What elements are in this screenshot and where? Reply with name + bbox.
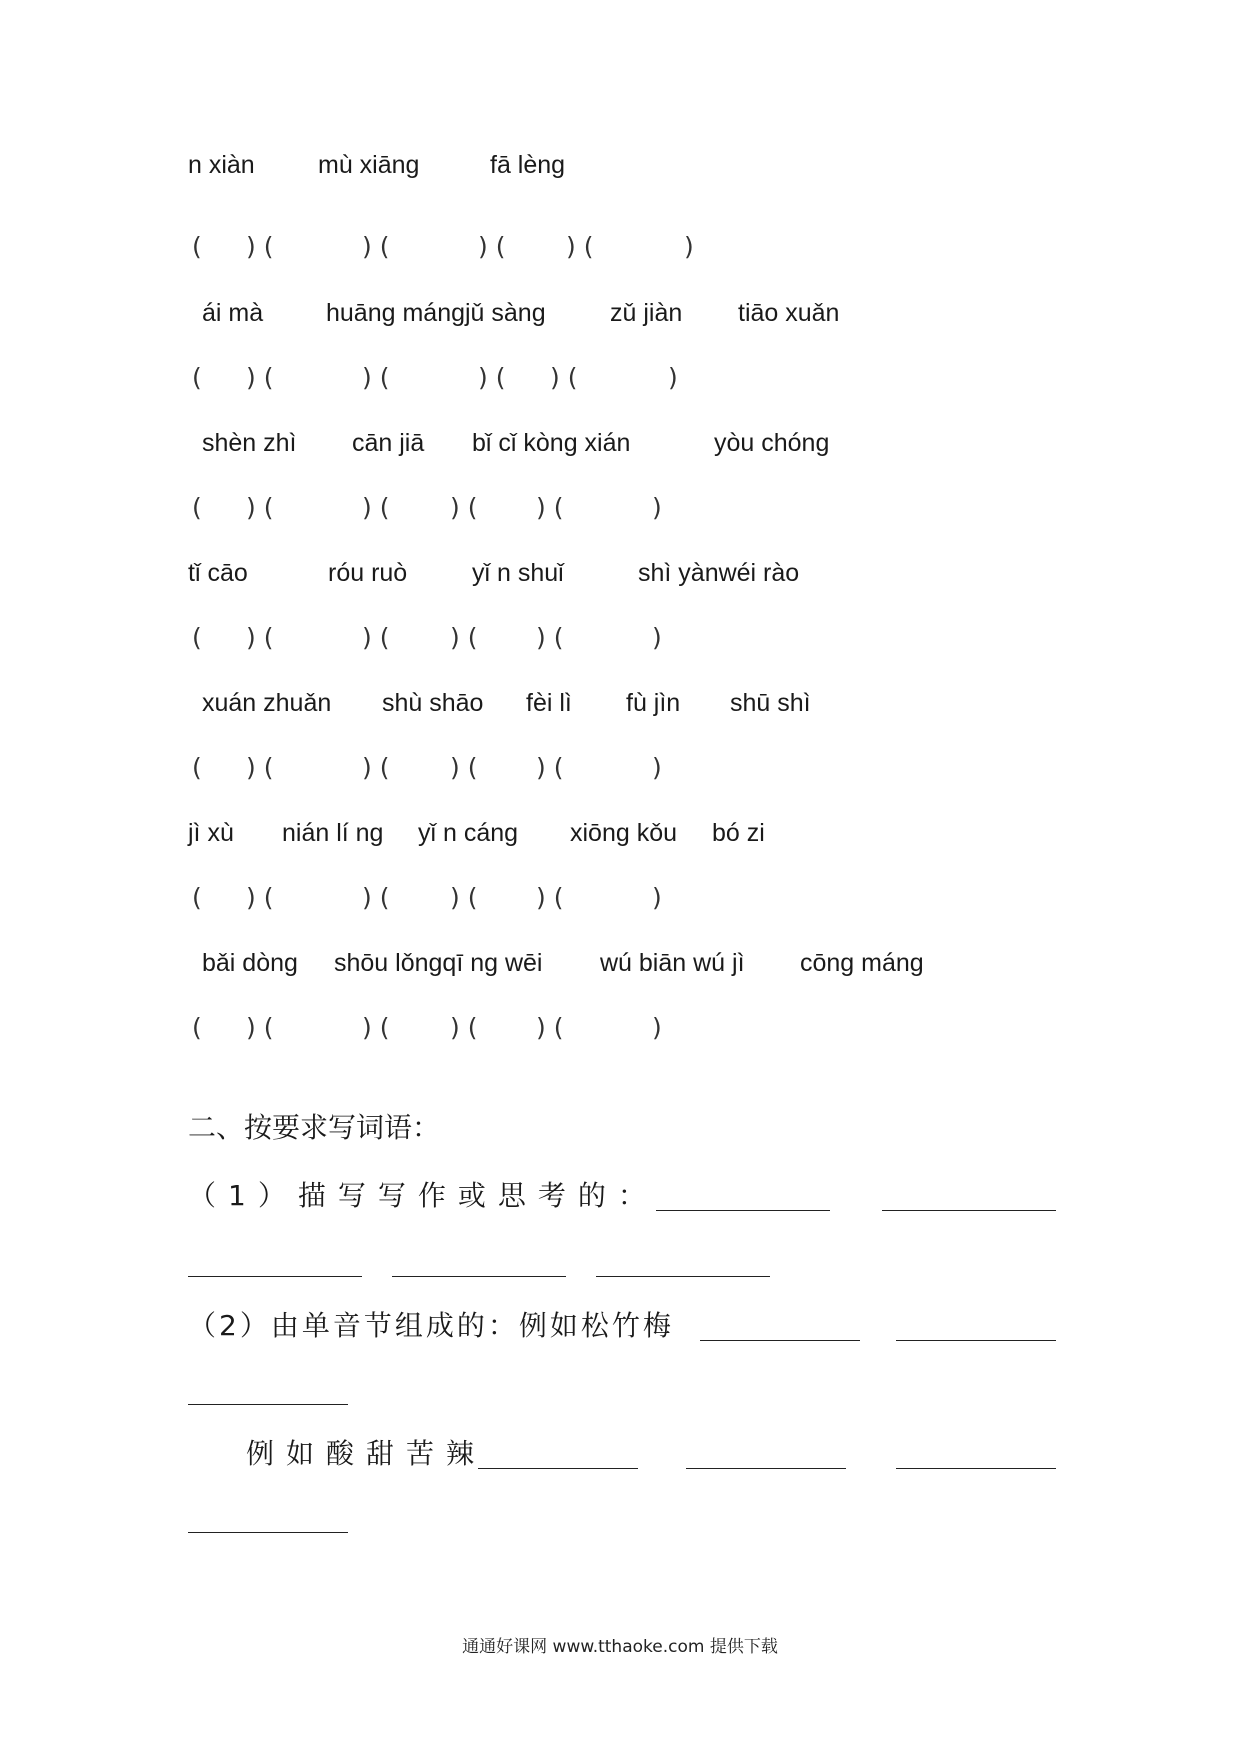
pinyin-word: mù xiāng: [318, 151, 420, 179]
pinyin-word: jì xù: [188, 819, 234, 847]
close-open-paren: ) (: [362, 753, 390, 782]
answer-paren-row-1: [0, 232, 1240, 282]
item-2b-label: 例如酸甜苦辣: [246, 1437, 487, 1470]
item-1-label: （1）描写写作或思考的：: [188, 1179, 658, 1212]
open-paren: (: [192, 753, 202, 782]
pinyin-word: huāng mángjǔ sàng: [326, 299, 546, 327]
answer-blank[interactable]: [656, 1210, 830, 1211]
open-paren: (: [192, 493, 202, 522]
answer-blank[interactable]: [686, 1468, 846, 1469]
pinyin-row-5: [0, 688, 1240, 738]
pinyin-word: bǎi dòng: [202, 949, 298, 977]
close-paren: ): [684, 232, 694, 261]
close-open-paren: ) (: [550, 363, 578, 392]
close-open-paren: ) (: [450, 493, 478, 522]
close-open-paren: ) (: [450, 623, 478, 652]
pinyin-word: yǐ n shuǐ: [472, 559, 564, 587]
close-paren: ): [668, 363, 678, 392]
answer-blank[interactable]: [392, 1276, 566, 1277]
close-open-paren: ) (: [362, 1013, 390, 1042]
answer-paren-row-5: [0, 753, 1240, 803]
close-open-paren: ) (: [536, 753, 564, 782]
page-footer: 通通好课网 www.tthaoke.com 提供下载: [462, 1637, 778, 1657]
open-paren: (: [192, 623, 202, 652]
close-open-paren: ) (: [450, 753, 478, 782]
pinyin-word: bó zi: [712, 819, 765, 847]
pinyin-word: tiāo xuǎn: [738, 299, 840, 327]
pinyin-word: róu ruò: [328, 559, 408, 587]
pinyin-row-3: [0, 428, 1240, 478]
pinyin-word: fù jìn: [626, 689, 681, 717]
close-open-paren: ) (: [246, 232, 274, 261]
close-open-paren: ) (: [536, 1013, 564, 1042]
answer-blank[interactable]: [700, 1340, 860, 1341]
pinyin-word: shèn zhì: [202, 429, 297, 457]
answer-blank[interactable]: [896, 1468, 1056, 1469]
pinyin-word: zǔ jiàn: [610, 299, 683, 327]
close-open-paren: ) (: [246, 1013, 274, 1042]
close-open-paren: ) (: [450, 1013, 478, 1042]
pinyin-word: fā lèng: [490, 151, 566, 179]
answer-paren-row-4: [0, 623, 1240, 673]
close-open-paren: ) (: [362, 493, 390, 522]
close-open-paren: ) (: [246, 363, 274, 392]
pinyin-row-1: [0, 150, 1240, 200]
close-open-paren: ) (: [566, 232, 594, 261]
answer-paren-row-7: [0, 1013, 1240, 1063]
close-open-paren: ) (: [536, 493, 564, 522]
close-open-paren: ) (: [478, 232, 506, 261]
close-open-paren: ) (: [536, 623, 564, 652]
close-open-paren: ) (: [362, 363, 390, 392]
pinyin-word: nián lí ng: [282, 819, 384, 847]
pinyin-row-7: [0, 948, 1240, 998]
open-paren: (: [192, 363, 202, 392]
pinyin-word: cān jiā: [352, 429, 425, 457]
close-open-paren: ) (: [362, 883, 390, 912]
pinyin-row-6: [0, 818, 1240, 868]
pinyin-word: yǐ n cáng: [418, 819, 519, 847]
pinyin-word: shù shāo: [382, 689, 484, 717]
pinyin-word: tǐ cāo: [188, 559, 248, 587]
pinyin-word: shōu lǒngqī ng wēi: [334, 949, 543, 977]
pinyin-word: shì yànwéi rào: [638, 559, 800, 587]
answer-blank[interactable]: [896, 1340, 1056, 1341]
answer-paren-row-2: [0, 363, 1240, 413]
answer-blank[interactable]: [188, 1276, 362, 1277]
answer-paren-row-6: [0, 883, 1240, 933]
close-open-paren: ) (: [536, 883, 564, 912]
close-open-paren: ) (: [478, 363, 506, 392]
answer-paren-row-3: [0, 493, 1240, 543]
open-paren: (: [192, 883, 202, 912]
pinyin-word: yòu chóng: [714, 429, 830, 457]
open-paren: (: [192, 1013, 202, 1042]
pinyin-word: xiōng kǒu: [570, 819, 678, 847]
close-paren: ): [652, 753, 662, 782]
answer-blank[interactable]: [596, 1276, 770, 1277]
close-paren: ): [652, 1013, 662, 1042]
close-open-paren: ) (: [246, 883, 274, 912]
answer-blank[interactable]: [882, 1210, 1056, 1211]
pinyin-row-4: [0, 558, 1240, 608]
close-paren: ): [652, 883, 662, 912]
close-open-paren: ) (: [450, 883, 478, 912]
answer-blank[interactable]: [188, 1404, 348, 1405]
answer-blank[interactable]: [188, 1532, 348, 1533]
close-open-paren: ) (: [362, 623, 390, 652]
pinyin-word: n xiàn: [188, 151, 255, 179]
close-open-paren: ) (: [362, 232, 390, 261]
close-open-paren: ) (: [246, 493, 274, 522]
pinyin-word: xuán zhuǎn: [202, 689, 332, 717]
open-paren: (: [192, 232, 202, 261]
close-open-paren: ) (: [246, 753, 274, 782]
close-open-paren: ) (: [246, 623, 274, 652]
close-paren: ): [652, 493, 662, 522]
pinyin-word: bǐ cǐ kòng xián: [472, 429, 631, 457]
item-2-label: （2）由单音节组成的：例如松竹梅: [188, 1309, 674, 1342]
pinyin-word: fèi lì: [526, 689, 572, 717]
pinyin-row-2: [0, 298, 1240, 348]
pinyin-word: wú biān wú jì: [600, 949, 745, 977]
close-paren: ): [652, 623, 662, 652]
pinyin-word: cōng máng: [800, 949, 924, 977]
section-heading: 二、按要求写词语：: [188, 1111, 441, 1144]
answer-blank[interactable]: [478, 1468, 638, 1469]
pinyin-word: shū shì: [730, 689, 811, 717]
pinyin-word: ái mà: [202, 299, 264, 327]
